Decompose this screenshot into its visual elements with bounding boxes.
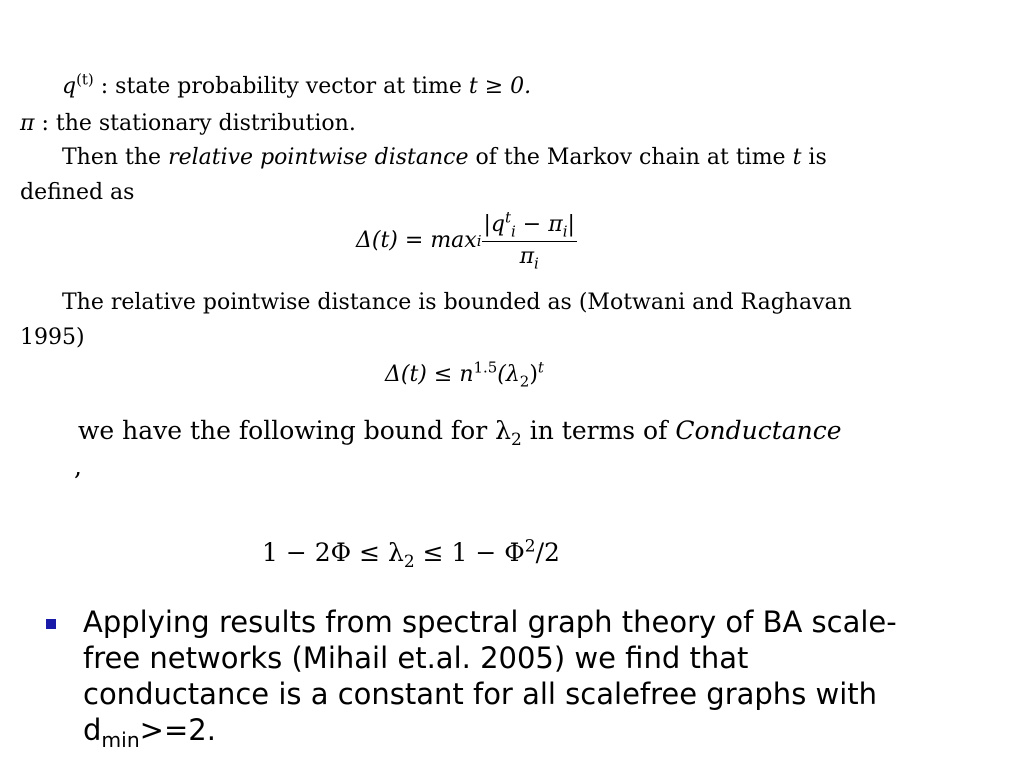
bullet-text-end: >=2. bbox=[139, 713, 216, 747]
eq1-numerator bbox=[482, 208, 577, 241]
q-symbol: q bbox=[62, 74, 77, 99]
para1-emphasis: relative pointwise distance bbox=[168, 145, 469, 170]
paragraph-bound: The relative pointwise distance is bounded as (Motwani and Raghavan bbox=[62, 290, 852, 315]
paragraph-bound-cont: 1995) bbox=[20, 325, 85, 350]
eq3-lambda-sub: 2 bbox=[403, 552, 415, 572]
eq1-den-sub: i bbox=[534, 253, 539, 272]
para1-text-c: is bbox=[808, 145, 827, 170]
q-condition: t ≥ 0. bbox=[468, 74, 532, 99]
para1-time-symbol: t bbox=[792, 145, 802, 170]
definition-q bbox=[62, 70, 532, 100]
q-superscript: (t) bbox=[76, 70, 94, 89]
eq3-part-b: ≤ 1 − Φ bbox=[422, 538, 525, 567]
eq3-phi-exp: 2 bbox=[524, 536, 536, 557]
para3-text-b: in terms of bbox=[529, 416, 668, 445]
eq3-part-c: /2 bbox=[535, 538, 560, 567]
equation-delta-max: Δ(t) = max i $\frac{|q^t_i - \pi_i|}{\pi_i}$ bbox=[356, 208, 575, 272]
equation-conductance-bound bbox=[262, 536, 560, 572]
para1-text-b: of the Markov chain at time bbox=[475, 145, 786, 170]
para3-emphasis: Conductance bbox=[675, 416, 842, 445]
eq1-denominator bbox=[482, 242, 577, 270]
eq1-num-sub2: i bbox=[562, 222, 568, 241]
eq1-lhs: Δ(t) = max bbox=[356, 227, 477, 253]
bullet-text bbox=[83, 604, 943, 752]
eq2-time-exp: t bbox=[537, 358, 544, 377]
eq1-num-rest: − π bbox=[515, 212, 563, 238]
equation-delta-bound bbox=[385, 358, 544, 391]
eq2-lhs: Δ(t) ≤ n bbox=[385, 362, 474, 387]
q-definition-text: : state probability vector at time bbox=[100, 74, 462, 99]
eq1-num-q: |q bbox=[483, 212, 505, 238]
eq1-den-pi: π bbox=[519, 243, 535, 269]
bullet-square-icon bbox=[46, 619, 56, 629]
para1-text-a: Then the bbox=[62, 145, 162, 170]
bullet-subscript: min bbox=[101, 727, 140, 752]
pi-symbol: π bbox=[20, 111, 35, 136]
eq2-lambda: (λ bbox=[497, 362, 520, 387]
paragraph-conductance-cont: , bbox=[74, 452, 82, 481]
pi-definition-text: : the stationary distribution. bbox=[41, 111, 356, 136]
eq1-fraction bbox=[482, 208, 577, 272]
eq1-num-sup: t bbox=[505, 208, 512, 227]
eq3-part-a: 1 − 2Φ ≤ λ bbox=[262, 538, 404, 567]
eq2-close: ) bbox=[529, 362, 538, 387]
eq1-num-sub: i bbox=[511, 222, 516, 241]
para3-lambda-sub: 2 bbox=[510, 430, 522, 450]
para3-text-a: we have the following bound for λ bbox=[78, 416, 511, 445]
eq2-exponent: 1.5 bbox=[473, 358, 498, 377]
paragraph-relative-distance bbox=[62, 145, 827, 171]
eq2-lambda-sub: 2 bbox=[519, 372, 530, 391]
paragraph-relative-distance-cont: defined as bbox=[20, 180, 135, 205]
definition-pi bbox=[20, 111, 356, 137]
bullet-text-main: Applying results from spectral graph theory of BA scale-free networks (Mihail et.al. 2005) we find that conductance is a constant for all scalefree graphs with d bbox=[83, 605, 897, 747]
eq1-num-close: | bbox=[567, 212, 575, 238]
paragraph-conductance bbox=[78, 416, 842, 450]
